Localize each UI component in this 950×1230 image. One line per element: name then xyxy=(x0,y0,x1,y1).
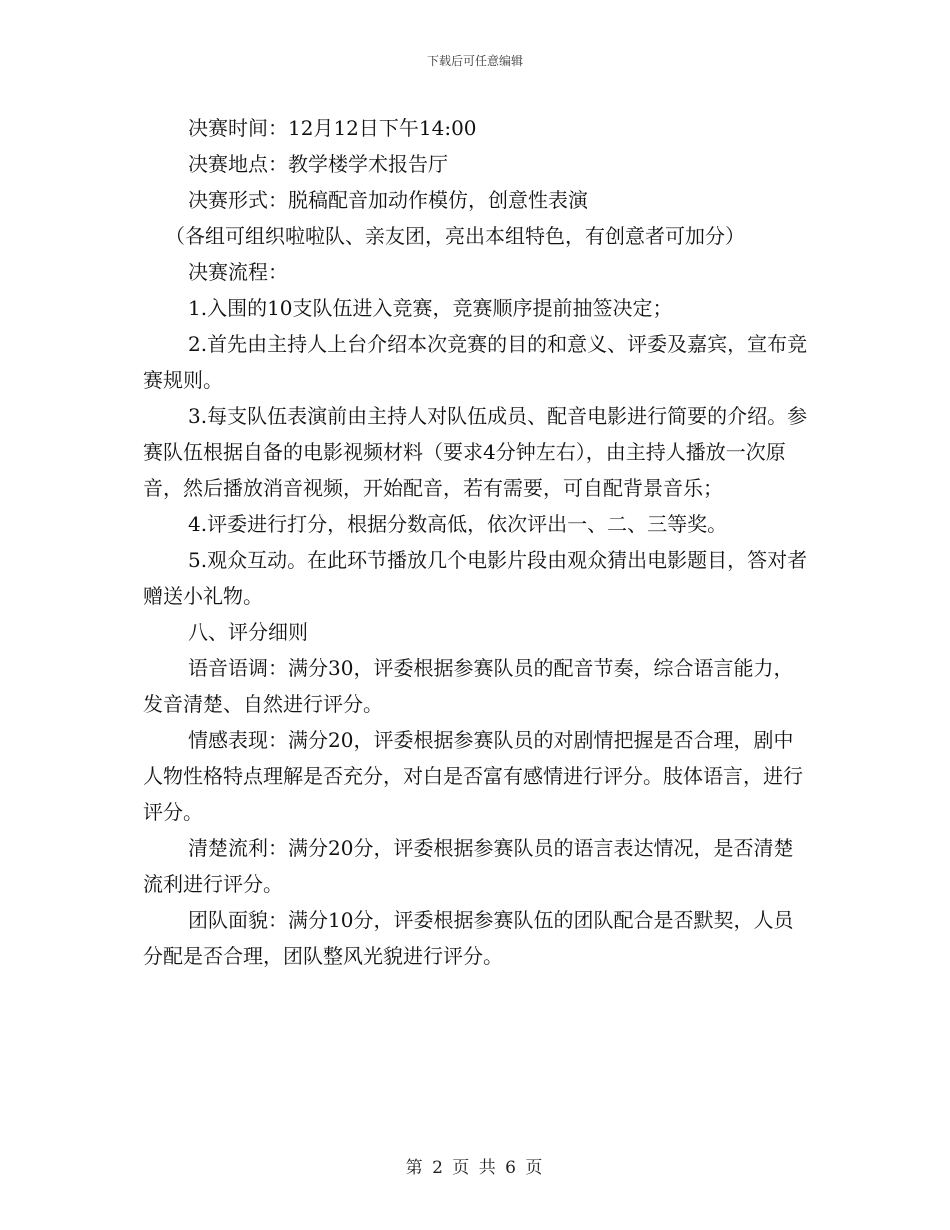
paragraph-score-voice: 语音语调：满分30，评委根据参赛队员的配音节奏，综合语言能力，发音清楚、自然进行评分。 xyxy=(143,656,794,716)
paragraph-step-1: 1.入围的10支队伍进入竞赛，竞赛顺序提前抽签决定； xyxy=(188,296,673,320)
paragraph-step-3: 3.每支队伍表演前由主持人对队伍成员、配音电影进行简要的介绍。参赛队伍根据自备的电影视频材料（要求4分钟左右），由主持人播放一次原音，然后播放消音视频，开始配音，若有需要，可自配背景音乐； xyxy=(143,404,808,500)
paragraph-step-4: 4.评委进行打分，根据分数高低，依次评出一、二、三等奖。 xyxy=(188,512,728,536)
paragraph-score-team: 团队面貌：满分10分，评委根据参赛队伍的团队配合是否默契，人员分配是否合理，团队整风光貌进行评分。 xyxy=(143,908,794,968)
paragraph-final-time: 决赛时间：12月12日下午14:00 xyxy=(188,116,477,140)
paragraph-format-note: （各组可组织啦啦队、亲友团，亮出本组特色，有创意者可加分） xyxy=(165,224,745,248)
paragraph-score-emotion: 情感表现：满分20，评委根据参赛队员的对剧情把握是否合理，剧中人物性格特点理解是否充分，对白是否富有感情进行评分。肢体语言，进行评分。 xyxy=(143,728,803,824)
paragraph-final-format: 决赛形式：脱稿配音加动作模仿，创意性表演 xyxy=(188,188,588,212)
paragraph-step-5: 5.观众互动。在此环节播放几个电影片段由观众猜出电影题目，答对者赠送小礼物。 xyxy=(143,548,808,608)
paragraph-final-process: 决赛流程： xyxy=(188,260,288,284)
paragraph-score-fluency: 清楚流利：满分20分，评委根据参赛队员的语言表达情况，是否清楚流利进行评分。 xyxy=(143,836,794,896)
section-heading-scoring: 八、评分细则 xyxy=(188,620,308,644)
page-header: 下载后可任意编辑 xyxy=(426,54,523,68)
document-body xyxy=(143,110,808,974)
page-number: 第 2 页 共 6 页 xyxy=(405,1158,545,1178)
paragraph-step-2: 2.首先由主持人上台介绍本次竞赛的目的和意义、评委及嘉宾，宣布竞赛规则。 xyxy=(143,332,808,392)
paragraph-final-venue: 决赛地点：教学楼学术报告厅 xyxy=(188,152,448,176)
